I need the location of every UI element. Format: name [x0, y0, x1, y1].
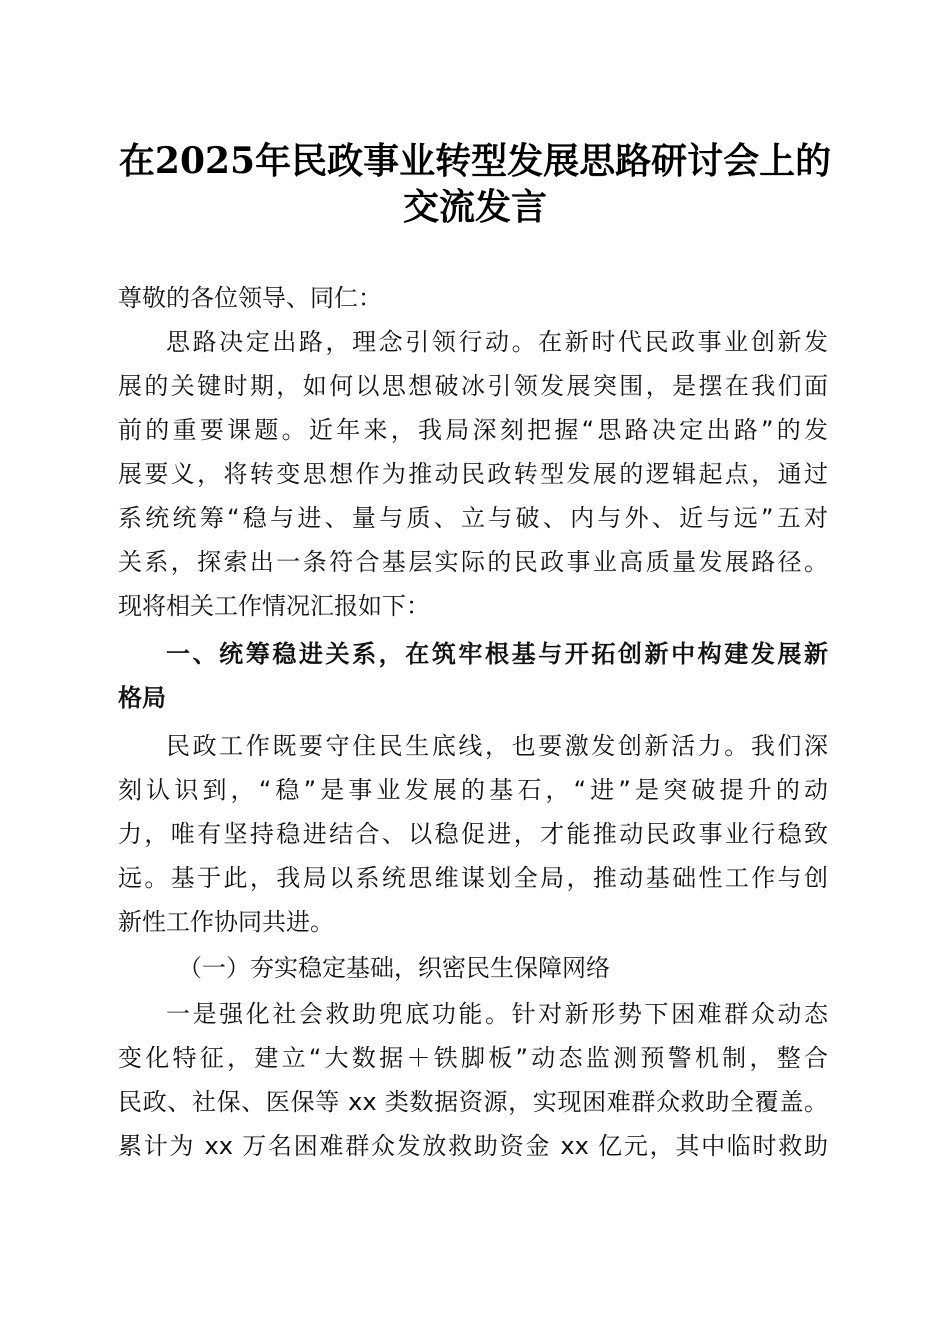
- body-line: 力，唯有坚持稳进结合、以稳促进，才能推动民政事业行稳致: [118, 820, 828, 848]
- intro-line: 思路决定出路，理念引领行动。在新时代民政事业创新发: [166, 328, 828, 356]
- intro-line: 关系，探索出一条符合基层实际的民政事业高质量发展路径。: [118, 548, 828, 576]
- intro-line: 前的重要课题。近年来，我局深刻把握“思路决定出路”的发: [118, 416, 828, 444]
- body-line: 民政、社保、医保等 xx 类数据资源，实现困难群众救助全覆盖。: [118, 1088, 828, 1116]
- subsection-heading: （一）夯实稳定基础，织密民生保障网络: [178, 954, 610, 982]
- document-title-line-2: 交流发言: [402, 186, 547, 228]
- body-line: 新性工作协同共进。: [118, 908, 334, 936]
- intro-line: 系统统筹“稳与进、量与质、立与破、内与外、近与远”五对: [118, 504, 828, 532]
- document-title-line-1: 在2025年民政事业转型发展思路研讨会上的: [118, 140, 832, 182]
- body-line: 一是强化社会救助兜底功能。针对新形势下困难群众动态: [166, 1000, 828, 1028]
- body-line: 变化特征，建立“大数据＋铁脚板”动态监测预警机制，整合: [118, 1044, 828, 1072]
- salutation: 尊敬的各位领导、同仁：: [118, 284, 382, 312]
- body-line: 刻认识到，“稳”是事业发展的基石，“进”是突破提升的动: [118, 776, 828, 804]
- section-heading-line: 格局: [118, 684, 166, 712]
- body-line: 累计为 xx 万名困难群众发放救助资金 xx 亿元，其中临时救助: [118, 1132, 828, 1160]
- intro-line: 现将相关工作情况汇报如下：: [118, 592, 430, 620]
- body-line: 民政工作既要守住民生底线，也要激发创新活力。我们深: [166, 732, 828, 760]
- section-heading-line: 一、统筹稳进关系，在筑牢根基与开拓创新中构建发展新: [166, 640, 828, 668]
- body-line: 远。基于此，我局以系统思维谋划全局，推动基础性工作与创: [118, 864, 828, 892]
- intro-line: 展的关键时期，如何以思想破冰引领发展突围，是摆在我们面: [118, 372, 828, 400]
- intro-line: 展要义，将转变思想作为推动民政转型发展的逻辑起点，通过: [118, 460, 828, 488]
